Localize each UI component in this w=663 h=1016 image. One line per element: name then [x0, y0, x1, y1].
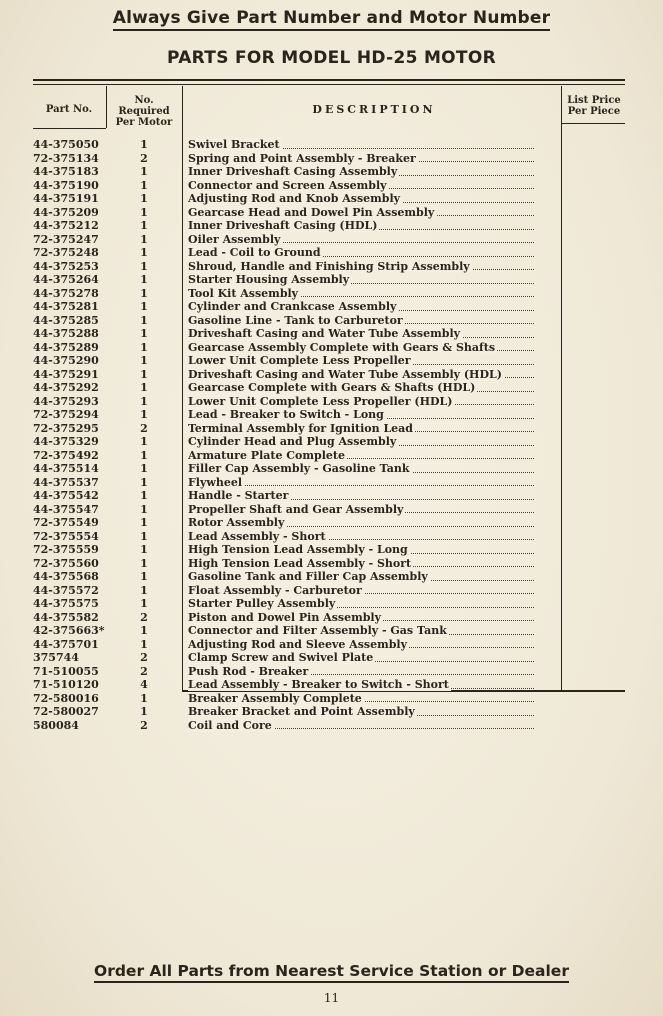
description-text: Lower Unit Complete Less Propeller: [188, 354, 411, 367]
description-text: Driveshaft Casing and Water Tube Assembly (HDL): [188, 367, 502, 381]
quantity: 1: [140, 583, 148, 597]
description-text: Breaker Assembly Complete: [188, 691, 362, 705]
table-row: [0, 611, 663, 625]
quantity: 1: [140, 192, 148, 205]
quantity: 1: [140, 259, 148, 273]
part-number: 72-375492: [33, 448, 99, 462]
part-number: 44-375582: [33, 610, 99, 624]
description: [188, 341, 534, 355]
description-text: Connector and Screen Assembly: [188, 178, 387, 192]
description-text: Rotor Assembly: [188, 516, 285, 529]
description-text: Breaker Bracket and Point Assembly: [188, 705, 415, 718]
description-text: Starter Housing Assembly: [188, 273, 350, 286]
table-row: [0, 233, 663, 247]
quantity: 1: [140, 286, 148, 300]
quantity: 4: [140, 678, 148, 691]
table-row: [0, 665, 663, 679]
description: [188, 422, 534, 436]
description: [188, 314, 534, 328]
quantity: 2: [140, 718, 148, 732]
description-text: Armature Plate Complete: [188, 448, 345, 462]
description: [188, 287, 534, 301]
description-text: Inner Driveshaft Casing (HDL): [188, 219, 378, 232]
description: [188, 152, 534, 166]
quantity: 1: [140, 178, 148, 192]
part-number: 44-375278: [33, 286, 99, 300]
description-text: Starter Pulley Assembly: [188, 597, 336, 610]
quantity: 1: [140, 300, 148, 313]
quantity: 1: [140, 367, 148, 381]
part-number: 44-375285: [33, 313, 99, 327]
table-row: [0, 314, 663, 328]
quantity: 1: [140, 448, 148, 462]
table-row: [0, 624, 663, 638]
part-number: 44-375183: [33, 165, 99, 178]
description-text: Clamp Screw and Swivel Plate: [188, 651, 374, 664]
description: [188, 179, 534, 193]
quantity: 1: [140, 556, 148, 570]
page-number: 11: [323, 991, 340, 1005]
quantity: 2: [140, 651, 148, 664]
description-text: Lead Assembly - Breaker to Switch - Short: [188, 678, 449, 691]
part-number: 72-580027: [33, 705, 99, 718]
description-text: Gasoline Line - Tank to Carburetor: [188, 313, 403, 327]
description-text: Swivel Bracket: [188, 138, 280, 151]
description: [188, 611, 534, 625]
part-number: 72-375294: [33, 408, 99, 421]
part-number: 44-375253: [33, 259, 99, 273]
table-row: [0, 422, 663, 436]
quantity: 1: [140, 570, 148, 583]
description: [188, 246, 534, 260]
table-row: [0, 462, 663, 476]
column-header-part-no: Part No.: [45, 104, 93, 115]
table-row: [0, 705, 663, 719]
part-number: 44-375212: [33, 219, 99, 232]
description: [188, 219, 534, 233]
quantity: 1: [140, 232, 148, 246]
quantity: 1: [140, 637, 148, 651]
column-divider: [106, 86, 107, 128]
table-row: [0, 381, 663, 395]
table-row: [0, 719, 663, 733]
table-row: [0, 449, 663, 463]
table-row: [0, 651, 663, 665]
description: [188, 570, 534, 584]
footer-note: Order All Parts from Nearest Service Station or Dealer: [0, 962, 663, 980]
description-text: Terminal Assembly for Ignition Lead: [188, 421, 414, 435]
part-number: 44-375290: [33, 354, 99, 367]
description-text: Handle - Starter: [188, 489, 289, 502]
description: [188, 705, 534, 719]
quantity: 2: [140, 151, 148, 165]
description: [188, 651, 534, 665]
description: [188, 516, 534, 530]
table-row: [0, 273, 663, 287]
description-text: Inner Driveshaft Casing Assembly: [188, 165, 398, 178]
parts-table: [0, 138, 663, 732]
quantity: 1: [140, 489, 148, 502]
part-number: 71-510055: [33, 664, 99, 678]
table-row: [0, 192, 663, 206]
description-text: Tool Kit Assembly: [188, 286, 299, 300]
description: [188, 489, 534, 503]
description-text: Spring and Point Assembly - Breaker: [188, 151, 416, 165]
description-text: Lead - Breaker to Switch - Long: [188, 408, 384, 421]
quantity: 1: [140, 408, 148, 421]
column-header-price: List Price Per Piece: [567, 95, 621, 117]
description: [188, 165, 534, 179]
table-row: [0, 489, 663, 503]
quantity: 1: [140, 435, 148, 448]
quantity: 2: [140, 610, 148, 624]
description: [188, 530, 534, 544]
part-number: 44-375537: [33, 475, 99, 489]
table-row: [0, 206, 663, 220]
table-row: [0, 408, 663, 422]
part-number: 44-375293: [33, 394, 99, 408]
description-text: Adjusting Rod and Knob Assembly: [188, 192, 401, 205]
part-number: 72-580016: [33, 691, 99, 705]
header-underline: [33, 128, 106, 129]
quantity: 2: [140, 664, 148, 678]
description-text: Gearcase Assembly Complete with Gears & Shafts: [188, 340, 496, 354]
page-title: PARTS FOR MODEL HD-25 MOTOR: [167, 48, 496, 68]
table-row: [0, 219, 663, 233]
description: [188, 719, 534, 733]
quantity: 1: [140, 246, 148, 259]
description-text: Push Rod - Breaker: [188, 664, 309, 678]
quantity: 1: [140, 502, 148, 516]
description-text: High Tension Lead Assembly - Long: [188, 543, 408, 556]
table-row: [0, 543, 663, 557]
description: [188, 503, 534, 517]
description: [188, 543, 534, 557]
table-row: [0, 557, 663, 571]
instruction-heading: Always Give Part Number and Motor Number: [0, 8, 663, 28]
description: [188, 476, 534, 490]
table-row: [0, 530, 663, 544]
part-number: 71-510120: [33, 678, 99, 691]
part-number: 72-375295: [33, 421, 99, 435]
table-row: [0, 152, 663, 166]
quantity: 1: [140, 340, 148, 354]
description-text: Cylinder and Crankcase Assembly: [188, 300, 397, 313]
part-number: 44-375291: [33, 367, 99, 381]
description: [188, 138, 534, 152]
description: [188, 557, 534, 571]
description: [188, 300, 534, 314]
description: [188, 435, 534, 449]
description: [188, 206, 534, 220]
table-row: [0, 692, 663, 706]
description: [188, 584, 534, 598]
table-row: [0, 165, 663, 179]
quantity: 1: [140, 624, 148, 637]
description: [188, 597, 534, 611]
quantity: 1: [140, 516, 148, 529]
description: [188, 192, 534, 206]
part-number: 44-375547: [33, 502, 99, 516]
description-text: Lower Unit Complete Less Propeller (HDL): [188, 394, 453, 408]
part-number: 44-375191: [33, 192, 99, 205]
description-text: Propeller Shaft and Gear Assembly: [188, 502, 404, 516]
table-row: [0, 138, 663, 152]
table-row: [0, 584, 663, 598]
description: [188, 638, 534, 652]
part-number: 44-375281: [33, 300, 99, 313]
quantity: 1: [140, 597, 148, 610]
part-number: 72-375549: [33, 516, 99, 529]
table-row: [0, 638, 663, 652]
table-row: [0, 327, 663, 341]
quantity: 1: [140, 705, 148, 718]
description: [188, 395, 534, 409]
description-text: Driveshaft Casing and Water Tube Assembly: [188, 327, 461, 340]
description-text: Coil and Core: [188, 718, 272, 732]
part-number: 44-375568: [33, 570, 99, 583]
quantity: 1: [140, 313, 148, 327]
quantity: 1: [140, 165, 148, 178]
quantity: 2: [140, 421, 148, 435]
table-row: [0, 516, 663, 530]
description-text: Cylinder Head and Plug Assembly: [188, 435, 397, 448]
description: [188, 368, 534, 382]
quantity: 1: [140, 462, 148, 475]
table-row: [0, 287, 663, 301]
part-number: 44-375190: [33, 178, 99, 192]
part-number: 44-375572: [33, 583, 99, 597]
table-row: [0, 341, 663, 355]
quantity: 1: [140, 138, 148, 151]
part-number: 44-375542: [33, 489, 99, 502]
description-text: Connector and Filter Assembly - Gas Tank: [188, 624, 447, 637]
table-row: [0, 179, 663, 193]
description: [188, 354, 534, 368]
quantity: 1: [140, 543, 148, 556]
table-row: [0, 597, 663, 611]
part-number: 72-375247: [33, 232, 99, 246]
quantity: 1: [140, 381, 148, 394]
part-number: 72-375248: [33, 246, 99, 259]
table-row: [0, 354, 663, 368]
part-number: 72-375560: [33, 556, 99, 570]
quantity: 1: [140, 394, 148, 408]
description-text: Lead Assembly - Short: [188, 529, 326, 543]
description: [188, 449, 534, 463]
part-number: 44-375292: [33, 381, 99, 394]
header-rule-thin: [33, 84, 625, 85]
description-text: Gasoline Tank and Filler Cap Assembly: [188, 570, 428, 583]
description: [188, 462, 534, 476]
part-number: 44-375329: [33, 435, 99, 448]
table-row: [0, 435, 663, 449]
part-number: 72-375554: [33, 529, 99, 543]
description-text: Oiler Assembly: [188, 232, 281, 246]
description-text: Flywheel: [188, 475, 243, 489]
part-number: 44-375701: [33, 637, 99, 651]
part-number: 375744: [33, 651, 79, 664]
column-header-qty: No. Required Per Motor: [115, 95, 173, 128]
header-rule: [33, 79, 625, 81]
part-number: 44-375050: [33, 138, 99, 151]
part-number: 44-375575: [33, 597, 99, 610]
description: [188, 665, 534, 679]
table-row: [0, 246, 663, 260]
part-number: 44-375264: [33, 273, 99, 286]
table-row: [0, 503, 663, 517]
table-row: [0, 300, 663, 314]
description: [188, 260, 534, 274]
column-header-description: DESCRIPTION: [312, 103, 436, 116]
description: [188, 692, 534, 706]
quantity: 1: [140, 273, 148, 286]
description: [188, 381, 534, 395]
quantity: 1: [140, 529, 148, 543]
description-text: Float Assembly - Carburetor: [188, 583, 362, 597]
description-text: Piston and Dowel Pin Assembly: [188, 610, 381, 624]
quantity: 1: [140, 475, 148, 489]
description: [188, 408, 534, 422]
description: [188, 327, 534, 341]
part-number: 580084: [33, 718, 79, 732]
header-underline: [561, 123, 625, 124]
quantity: 1: [140, 691, 148, 705]
part-number: 72-375559: [33, 543, 99, 556]
description-text: Lead - Coil to Ground: [188, 246, 321, 259]
part-number: 44-375209: [33, 205, 99, 219]
description: [188, 233, 534, 247]
table-row: [0, 260, 663, 274]
description-text: Gearcase Head and Dowel Pin Assembly: [188, 205, 435, 219]
table-row: [0, 368, 663, 382]
quantity: 1: [140, 327, 148, 340]
part-number: 42-375663*: [33, 624, 105, 637]
quantity: 1: [140, 219, 148, 232]
description-text: Gearcase Complete with Gears & Shafts (HDL): [188, 381, 476, 394]
description: [188, 273, 534, 287]
description: [188, 624, 534, 638]
part-number: 44-375514: [33, 462, 99, 475]
part-number: 44-375289: [33, 340, 99, 354]
description-text: Filler Cap Assembly - Gasoline Tank: [188, 462, 410, 475]
table-row: [0, 395, 663, 409]
description-text: Shroud, Handle and Finishing Strip Assembly: [188, 259, 470, 273]
description-text: Adjusting Rod and Sleeve Assembly: [188, 637, 407, 651]
part-number: 72-375134: [33, 151, 99, 165]
quantity: 1: [140, 205, 148, 219]
quantity: 1: [140, 354, 148, 367]
table-row: [0, 570, 663, 584]
description-text: High Tension Lead Assembly - Short: [188, 556, 412, 570]
part-number: 44-375288: [33, 327, 99, 340]
table-row: [0, 476, 663, 490]
